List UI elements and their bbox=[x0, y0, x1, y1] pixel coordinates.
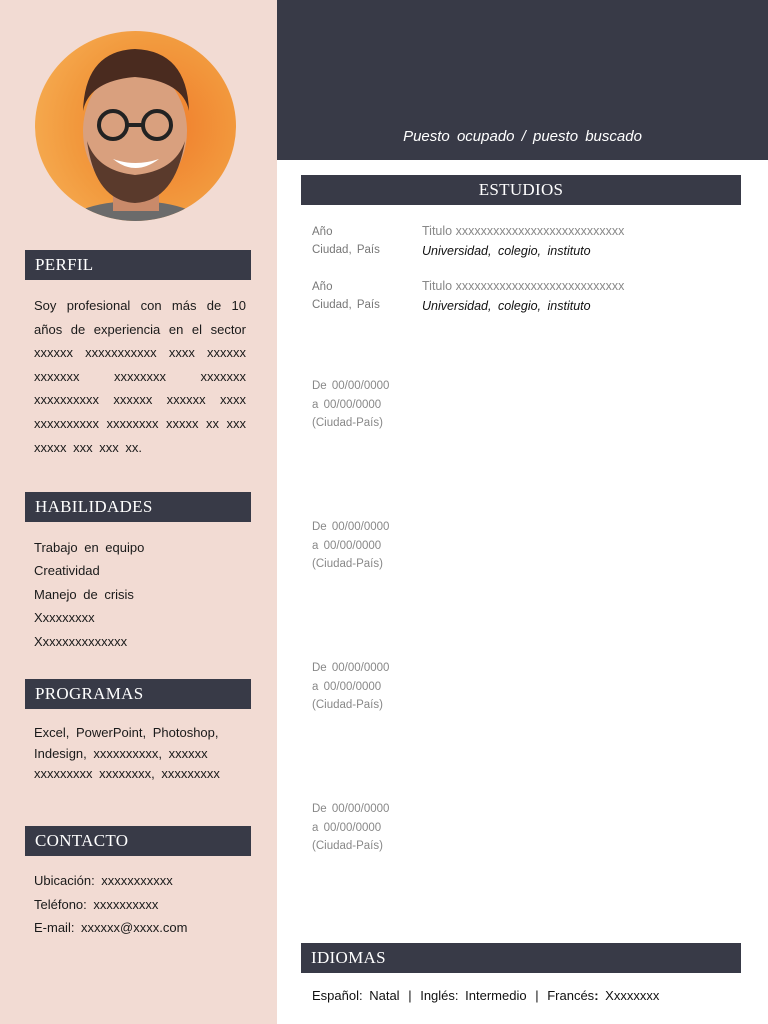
period-entry bbox=[312, 377, 422, 433]
education-year: Año bbox=[312, 281, 333, 293]
profile-text: Soy profesional con más de 10 años de experiencia en el sector xxxxxx xxxxxxxxxxx xxxx xxxxxx xxxxxxx xxxxxxxx xxxxxxx xxxxxxxxxx xxxxxx xxxxxx xxxx xxxxxxxxxx xxxxxxxx xxxxx xx xxx xxxxx xxx xxx xx. bbox=[34, 298, 246, 455]
education-info bbox=[422, 221, 742, 261]
contact-heading: CONTACTO bbox=[25, 826, 251, 856]
period-from: De 00/00/0000 bbox=[312, 380, 390, 392]
language-separator: | bbox=[535, 988, 539, 1003]
education-date bbox=[312, 278, 412, 314]
education-place: Ciudad, País bbox=[312, 244, 380, 256]
period-to: a 00/00/0000 bbox=[312, 680, 382, 693]
languages-heading: IDIOMAS bbox=[301, 943, 741, 973]
period-to: a 00/00/0000 bbox=[312, 821, 382, 834]
education-title: Titulo xxxxxxxxxxxxxxxxxxxxxxxxxxx bbox=[422, 279, 625, 293]
skills-list bbox=[34, 536, 246, 653]
languages-line bbox=[312, 988, 752, 1003]
contact-phone: Teléfono: xxxxxxxxxx bbox=[34, 896, 159, 912]
period-from: De 00/00/0000 bbox=[312, 803, 390, 815]
period-from: De 00/00/0000 bbox=[312, 662, 390, 674]
period-location: (Ciudad-País) bbox=[312, 417, 383, 430]
education-date bbox=[312, 223, 412, 259]
education-school: Universidad, colegio, instituto bbox=[422, 299, 591, 313]
period-location: (Ciudad-País) bbox=[312, 840, 383, 853]
education-school: Universidad, colegio, instituto bbox=[422, 244, 591, 258]
skill-item: Xxxxxxxxx bbox=[34, 610, 95, 626]
period-entry bbox=[312, 800, 422, 856]
skill-item: Creatividad bbox=[34, 563, 100, 579]
language-label: Inglés: bbox=[420, 988, 459, 1003]
profile-heading: PERFIL bbox=[25, 250, 251, 280]
programs-text: Excel, PowerPoint, Photoshop, Indesign, xxxxxxxxxx, xxxxxx xxxxxxxxx xxxxxxxx, xxxxxxxxx bbox=[34, 725, 220, 782]
language-label: Español: bbox=[312, 988, 363, 1003]
language-level: Natal bbox=[369, 988, 400, 1003]
language-separator: | bbox=[408, 988, 412, 1003]
period-to: a 00/00/0000 bbox=[312, 398, 382, 411]
period-from: De 00/00/0000 bbox=[312, 521, 390, 533]
skill-item: Xxxxxxxxxxxxxx bbox=[34, 633, 128, 649]
contact-email: E-mail: xxxxxx@xxxx.com bbox=[34, 920, 188, 936]
job-title: Puesto ocupado / puesto buscado bbox=[403, 128, 642, 145]
skill-item: Trabajo en equipo bbox=[34, 540, 145, 555]
education-place: Ciudad, País bbox=[312, 299, 380, 311]
period-entry bbox=[312, 518, 422, 574]
language-level: Intermedio bbox=[465, 988, 527, 1003]
education-info bbox=[422, 276, 742, 316]
period-location: (Ciudad-País) bbox=[312, 558, 383, 571]
period-entry bbox=[312, 659, 422, 715]
period-to: a 00/00/0000 bbox=[312, 539, 382, 552]
language-level: Xxxxxxxx bbox=[605, 988, 660, 1003]
header-band bbox=[277, 0, 768, 160]
skills-heading: HABILIDADES bbox=[25, 492, 251, 522]
period-location: (Ciudad-País) bbox=[312, 699, 383, 712]
education-title: Titulo xxxxxxxxxxxxxxxxxxxxxxxxxxx bbox=[422, 224, 625, 238]
education-heading: ESTUDIOS bbox=[301, 175, 741, 205]
profile-photo bbox=[35, 31, 236, 221]
language-colon: : bbox=[594, 988, 599, 1003]
education-year: Año bbox=[312, 226, 333, 238]
skill-item: Manejo de crisis bbox=[34, 586, 134, 602]
contact-list bbox=[34, 869, 246, 940]
programs-heading: PROGRAMAS bbox=[25, 679, 251, 709]
contact-location: Ubicación: xxxxxxxxxxx bbox=[34, 873, 173, 888]
language-label: Francés bbox=[547, 988, 595, 1003]
